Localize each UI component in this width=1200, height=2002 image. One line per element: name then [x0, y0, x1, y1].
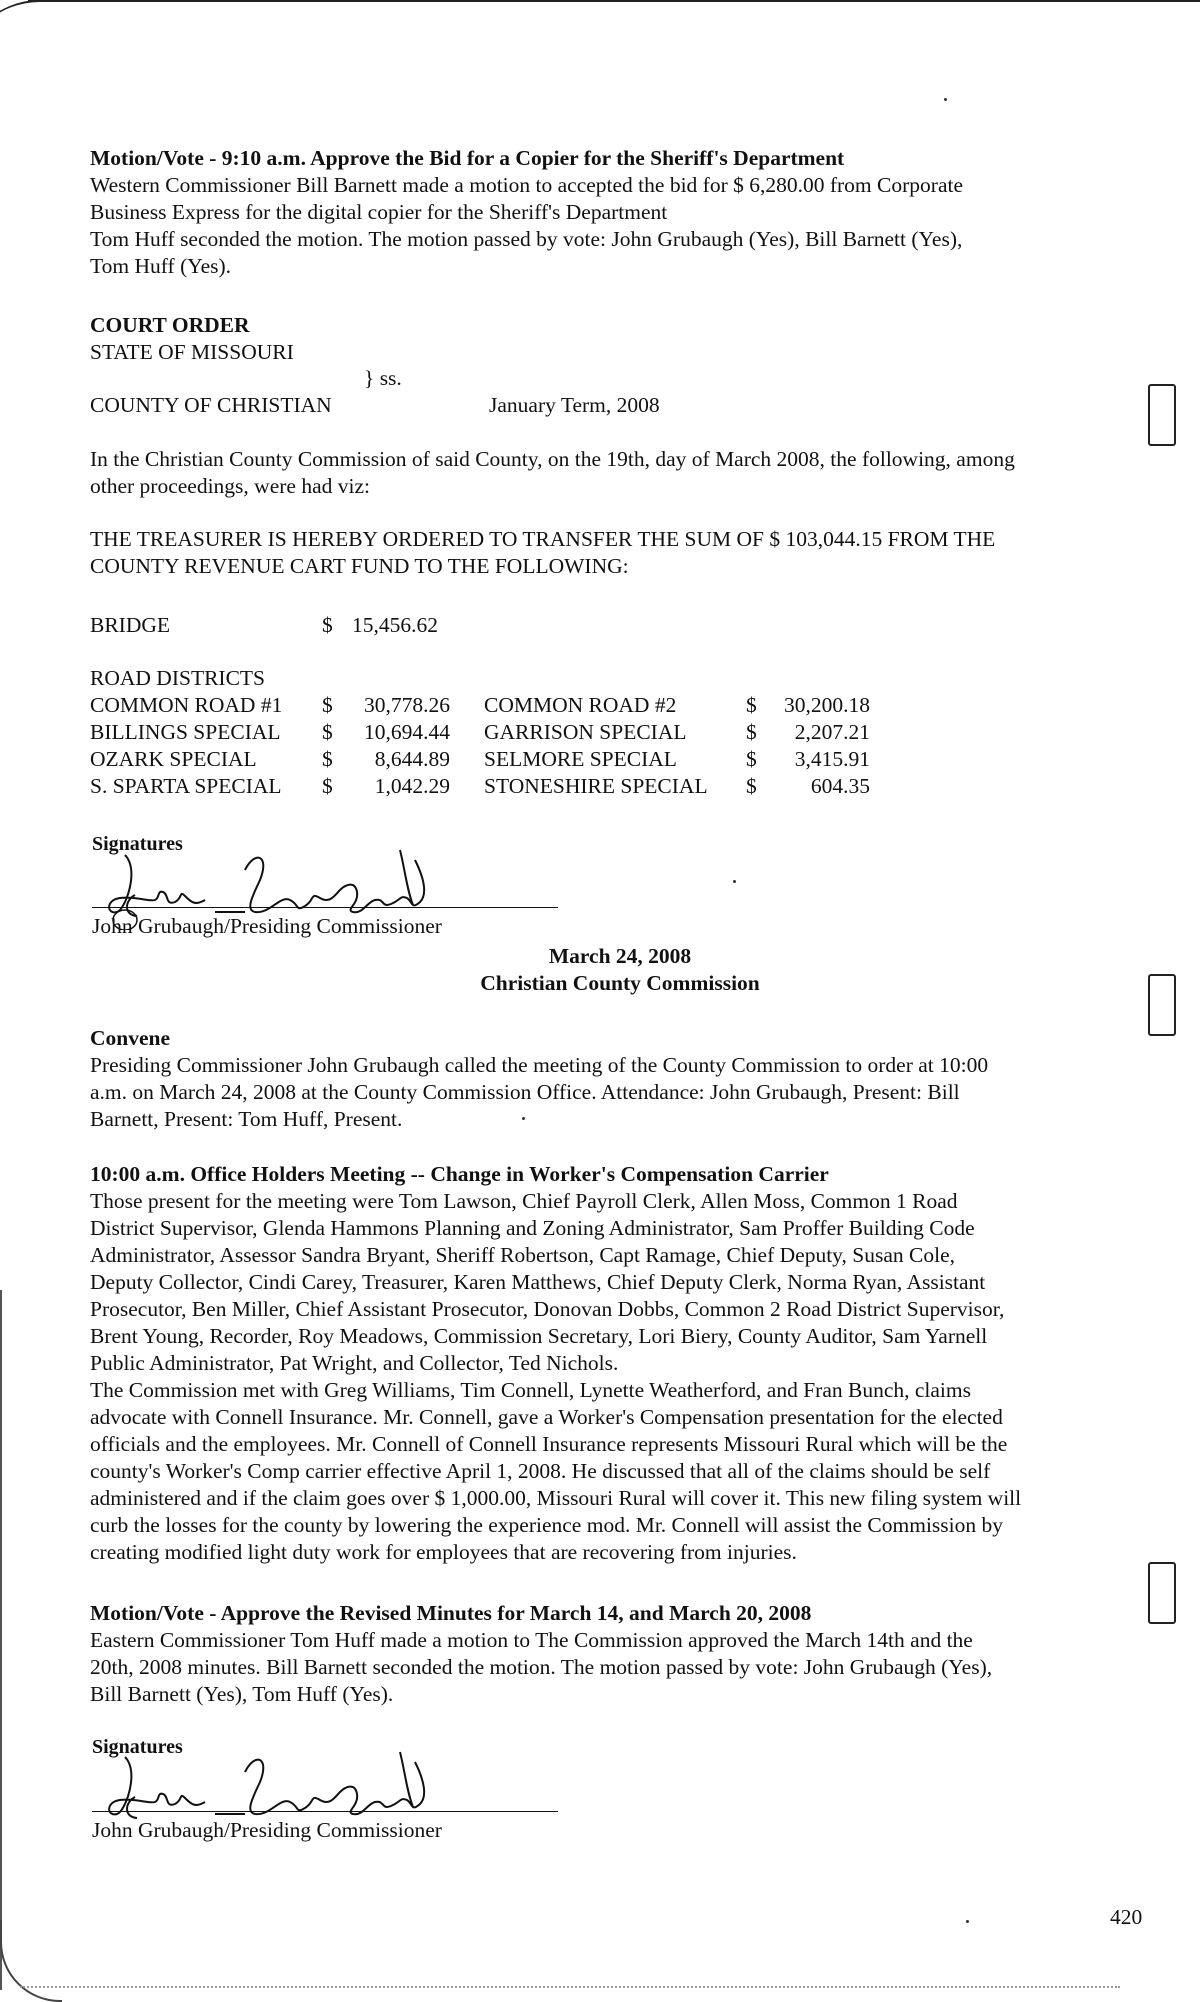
office-meeting-line: District Supervisor, Glenda Hammons Planning and Zoning Administrator, Sam Proffer Building Code: [90, 1216, 975, 1240]
meeting-body: Christian County Commission: [480, 971, 760, 995]
scan-speck: [733, 880, 736, 883]
term-line: January Term, 2008: [489, 393, 660, 417]
currency-symbol: $: [746, 693, 757, 717]
order-line: THE TREASURER IS HEREBY ORDERED TO TRANSFER THE SUM OF $ 103,044.15 FROM THE: [90, 527, 996, 551]
convene-section: [90, 1025, 1110, 1133]
office-meeting-line: Brent Young, Recorder, Roy Meadows, Commission Secretary, Lori Biery, County Auditor, Sam Yarnell: [90, 1324, 988, 1348]
signatures-label: Signatures: [92, 1736, 183, 1758]
binder-hole-mark: [1148, 974, 1176, 1036]
meeting-date: March 24, 2008: [548, 944, 692, 968]
motion-line: 20th, 2008 minutes. Bill Barnett seconded the motion. The motion passed by vote: John Grubaugh (Yes),: [90, 1655, 993, 1679]
state-line: STATE OF MISSOURI: [90, 340, 294, 364]
convene-line: Barnett, Present: Tom Huff, Present.: [90, 1107, 403, 1131]
table-row: [90, 773, 990, 800]
motion-revised-minutes: [90, 1600, 1110, 1708]
meeting-header: [300, 943, 940, 997]
district-amount: 8,644.89: [374, 747, 450, 771]
scan-speck: [522, 1117, 525, 1120]
motion-heading: Motion/Vote - Approve the Revised Minutes for March 14, and March 20, 2008: [90, 1601, 812, 1625]
signer-name: John Grubaugh/Presiding Commissioner: [92, 1818, 442, 1842]
motion-line: Business Express for the digital copier for the Sheriff's Department: [90, 200, 668, 224]
scan-speck: [944, 98, 947, 101]
court-order-heading: COURT ORDER: [90, 313, 250, 337]
office-meeting-heading: 10:00 a.m. Office Holders Meeting -- Change in Worker's Compensation Carrier: [90, 1162, 829, 1186]
bridge-amount: 15,456.62: [352, 613, 438, 637]
district-label: COMMON ROAD #2: [484, 693, 677, 717]
signatures-label: Signatures: [92, 833, 183, 855]
office-meeting-line: officials and the employees. Mr. Connell of Connell Insurance represents Missouri Rural which will be the: [90, 1432, 1008, 1456]
motion-copier-bid: [90, 145, 1110, 280]
district-amount: 10,694.44: [364, 720, 450, 744]
district-amount: 604.35: [810, 774, 870, 798]
currency-symbol: $: [746, 774, 757, 798]
office-meeting-line: Those present for the meeting were Tom Lawson, Chief Payroll Clerk, Allen Moss, Common 1 Road: [90, 1189, 958, 1213]
scan-edge-corner: [0, 0, 40, 82]
motion-line: Tom Huff seconded the motion. The motion passed by vote: John Grubaugh (Yes), Bill Barnett (Yes),: [90, 227, 963, 251]
intro-line: other proceedings, were had viz:: [90, 474, 370, 498]
order-line: COUNTY REVENUE CART FUND TO THE FOLLOWING:: [90, 554, 629, 578]
office-holders-section: [90, 1161, 1110, 1566]
office-meeting-line: creating modified light duty work for employees that are recovering from injuries.: [90, 1540, 797, 1564]
currency-symbol: $: [746, 720, 757, 744]
scan-edge-top: [28, 0, 1200, 2]
county-line: COUNTY OF CHRISTIAN: [90, 393, 332, 417]
binder-hole-mark: [1148, 384, 1176, 446]
district-label: OZARK SPECIAL: [90, 747, 257, 771]
motion-line: Bill Barnett (Yes), Tom Huff (Yes).: [90, 1682, 394, 1706]
currency-symbol: $: [322, 774, 333, 798]
road-districts-table: [90, 665, 990, 800]
signature-line: [92, 907, 558, 908]
scan-speck: [966, 1920, 969, 1923]
office-meeting-line: Deputy Collector, Cindi Carey, Treasurer, Karen Matthews, Chief Deputy Clerk, Norma Ryan, Assistant: [90, 1270, 986, 1294]
table-row: [90, 692, 990, 719]
district-label: STONESHIRE SPECIAL: [484, 774, 708, 798]
transfer-order: [90, 526, 1110, 580]
district-amount: 30,778.26: [364, 693, 450, 717]
district-amount: 30,200.18: [784, 693, 870, 717]
table-row: [90, 719, 990, 746]
office-meeting-line: county's Worker's Comp carrier effective April 1, 2008. He discussed that all of the claims should be self: [90, 1459, 991, 1483]
district-label: GARRISON SPECIAL: [484, 720, 687, 744]
currency-symbol: $: [322, 613, 333, 637]
motion-line: Eastern Commissioner Tom Huff made a motion to The Commission approved the March 14th and the: [90, 1628, 973, 1652]
page-number: 420: [1110, 1905, 1143, 1929]
road-districts-label: ROAD DISTRICTS: [90, 666, 266, 690]
table-row: [90, 746, 990, 773]
office-meeting-line: curb the losses for the county by lowering the experience mod. Mr. Connell will assist the Commission by: [90, 1513, 1004, 1537]
bridge-label: BRIDGE: [90, 613, 171, 637]
convene-line: a.m. on March 24, 2008 at the County Commission Office. Attendance: John Grubaugh, Present: Bill: [90, 1080, 960, 1104]
office-meeting-line: Administrator, Assessor Sandra Bryant, Sheriff Robertson, Capt Ramage, Chief Deputy, Susan Cole,: [90, 1243, 955, 1267]
motion-heading: Motion/Vote - 9:10 a.m. Approve the Bid for a Copier for the Sheriff's Department: [90, 146, 845, 170]
district-amount: 3,415.91: [794, 747, 870, 771]
office-meeting-line: The Commission met with Greg Williams, Tim Connell, Lynette Weatherford, and Fran Bunch, claims: [90, 1378, 971, 1402]
district-label: S. SPARTA SPECIAL: [90, 774, 282, 798]
motion-line: Western Commissioner Bill Barnett made a motion to accepted the bid for $ 6,280.00 from Corporate: [90, 173, 963, 197]
currency-symbol: $: [322, 693, 333, 717]
intro-line: In the Christian County Commission of said County, on the 19th, day of March 2008, the following, among: [90, 447, 1015, 471]
currency-symbol: $: [322, 720, 333, 744]
motion-line: Tom Huff (Yes).: [90, 254, 232, 278]
court-order-intro: [90, 446, 1110, 500]
currency-symbol: $: [746, 747, 757, 771]
office-meeting-line: Public Administrator, Pat Wright, and Collector, Ted Nichols.: [90, 1351, 619, 1375]
signer-name: John Grubaugh/Presiding Commissioner: [92, 914, 442, 938]
district-label: SELMORE SPECIAL: [484, 747, 677, 771]
office-meeting-line: advocate with Connell Insurance. Mr. Connell, gave a Worker's Compensation presentation for the elected: [90, 1405, 1003, 1429]
ss-mark: } ss.: [364, 366, 402, 390]
court-order-header: [90, 312, 1110, 366]
signature-line: [92, 1811, 558, 1812]
district-amount: 1,042.29: [374, 774, 450, 798]
office-meeting-line: administered and if the claim goes over $ 1,000.00, Missouri Rural will cover it. This new filing system will: [90, 1486, 1022, 1510]
scan-edge-bottom: [20, 1986, 1120, 1998]
currency-symbol: $: [322, 747, 333, 771]
district-amount: 2,207.21: [794, 720, 870, 744]
district-label: BILLINGS SPECIAL: [90, 720, 281, 744]
scan-edge-left: [0, 1290, 2, 1990]
convene-heading: Convene: [90, 1026, 171, 1050]
district-label: COMMON ROAD #1: [90, 693, 283, 717]
binder-hole-mark: [1148, 1562, 1176, 1624]
convene-line: Presiding Commissioner John Grubaugh called the meeting of the County Commission to order at 10:00: [90, 1053, 989, 1077]
office-meeting-line: Prosecutor, Ben Miller, Chief Assistant Prosecutor, Donovan Dobbs, Common 2 Road District Supervisor,: [90, 1297, 1005, 1321]
